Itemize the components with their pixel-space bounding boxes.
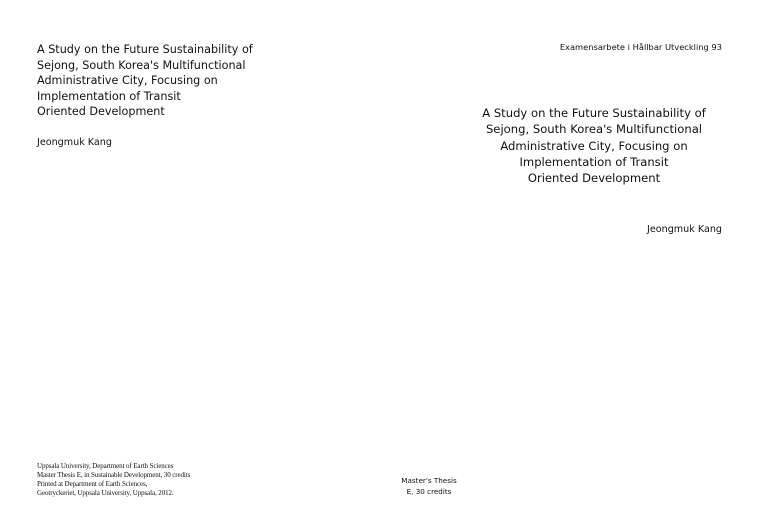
front-cover-title (464, 105, 724, 186)
series-label: Examensarbete i Hållbar Utveckling 93 (559, 42, 722, 52)
back-title-line: Administrative City, Focusing on (37, 74, 218, 87)
back-cover-title (37, 42, 277, 120)
back-title-line: A Study on the Future Sustainability of (37, 43, 253, 56)
front-title-line: Administrative City, Focusing on (500, 138, 688, 153)
imprint-line: Geotryckeriet, Uppsala University, Uppsala, 2012. (37, 489, 174, 497)
spine-label (395, 476, 463, 497)
front-title-line: Implementation of Transit (519, 154, 669, 169)
imprint-line: Master Thesis E, in Sustainable Development, 30 credits (37, 471, 191, 479)
spine-line: E, 30 credits (406, 486, 452, 496)
imprint-block (37, 462, 277, 498)
back-cover-author: Jeongmuk Kang (37, 137, 112, 148)
spine-line: Master's Thesis (401, 476, 457, 485)
front-title-line: A Study on the Future Sustainability of (482, 106, 706, 120)
front-cover-author: Jeongmuk Kang (647, 224, 722, 235)
back-title-line: Sejong, South Korea's Multifunctional (37, 58, 246, 72)
back-title-line: Oriented Development (37, 105, 165, 118)
front-title-line: Sejong, South Korea's Multifunctional (485, 122, 703, 137)
back-title-line: Implementation of Transit (37, 89, 181, 103)
imprint-line: Printed at Department of Earth Sciences, (37, 480, 148, 488)
imprint-line: Uppsala University, Department of Earth Sciences (37, 462, 174, 470)
front-title-line: Oriented Development (527, 171, 661, 186)
